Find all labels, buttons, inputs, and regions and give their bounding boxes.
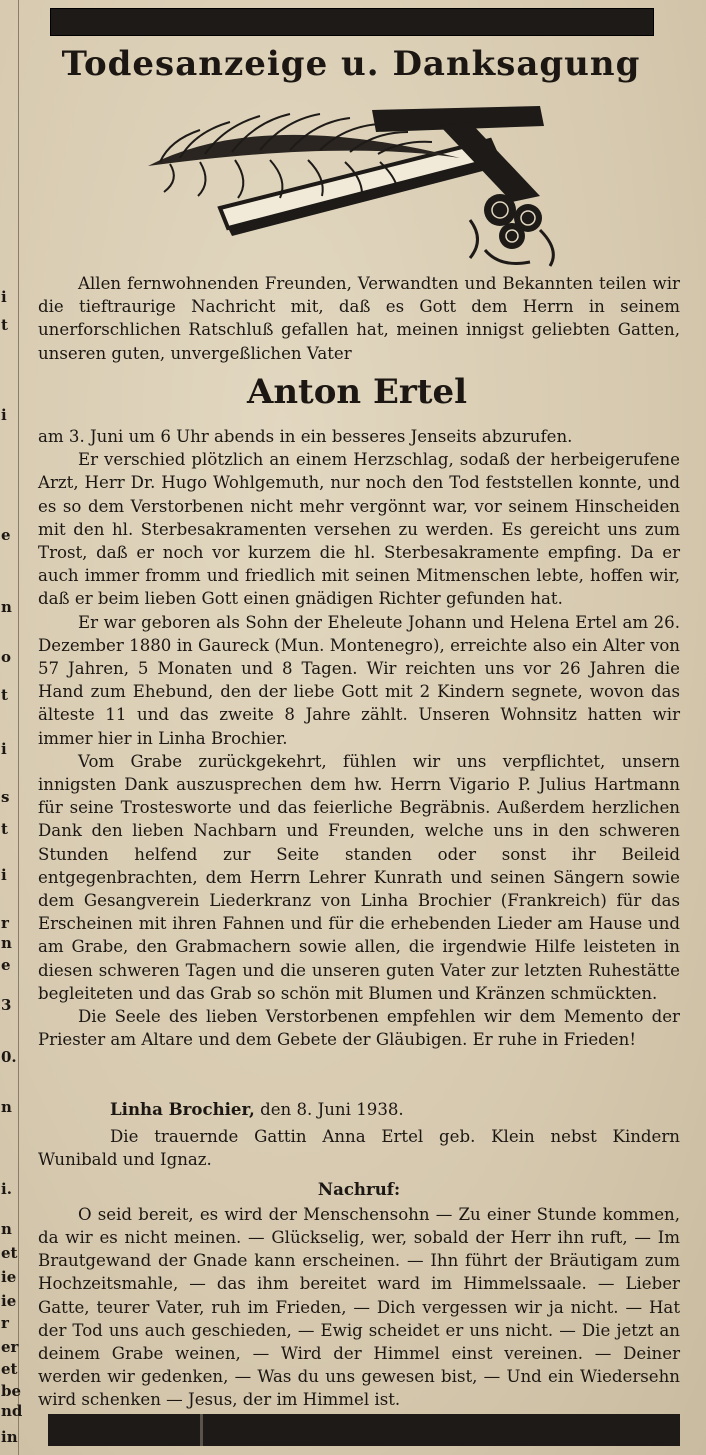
- margin-fragment: n: [1, 1098, 12, 1116]
- intro-paragraph: [38, 272, 680, 365]
- nachruf-block: [38, 1203, 680, 1412]
- margin-fragment: n: [1, 598, 12, 616]
- margin-fragment: o: [1, 648, 12, 666]
- signoff-section: [38, 1098, 680, 1412]
- margin-fragment: in: [1, 1428, 18, 1446]
- body-paragraph: am 3. Juni um 6 Uhr abends in ein besseres Jenseits abzurufen.: [38, 427, 573, 446]
- place-date-line: [38, 1098, 680, 1121]
- margin-fragment: et: [1, 1360, 18, 1378]
- margin-fragment: r: [1, 914, 9, 932]
- body-paragraph: Vom Grabe zurückgekehrt, fühlen wir uns verpflichtet, unsern innigsten Dank auszusprechen dem hw. Herrn Vigario P. Julius Hartmann für seine Trostesworte und das feierliche Begräbnis. Außerdem herzlichen Dank den lieben Nachbarn und Freunden, welche uns in den schweren Stunden helfend zur Seite standen oder sonst ihr Beileid entgegenbrachten, dem Herrn Lehrer Kunrath und seinen Sängern sowie dem Gesangverein Liederkranz von Linha Brochier (Frankreich) für das Erscheinen mit ihren Fahnen und für die erhebenden Lieder am Hause und am Grabe, den Grabmachern sowie allen, die irgendwie Hilfe leisteten in diesen schweren Tagen und die unseren guten Vater zur letzten Ruhestätte begleiteten und das Grab so schön mit Blumen und Kränzen schmückten.: [38, 751, 680, 1003]
- body-paragraph: Er verschied plötzlich an einem Herzschlag, sodaß der herbeigerufene Arzt, Herr Dr. Hugo Wohlgemuth, nur noch den Tod feststellen konnte, und es so dem Verstorbenen nicht mehr vergönnt war, vor seinem Hinscheiden mit den hl. Sterbesakramenten versehen zu werden. Es gereicht uns zum Trost, daß er noch vor kurzem die hl. Sterbesakramente empfing. Da er auch immer fromm und friedlich mit seinen Mitmenschen lebte, hoffen wir, daß er beim lieben Gott einen gnädigen Richter gefunden hat.: [38, 450, 680, 609]
- margin-fragment: i: [1, 866, 7, 884]
- margin-fragment: 3: [1, 996, 12, 1014]
- left-column-fragment: [0, 0, 23, 1455]
- margin-fragment: nd: [1, 1402, 23, 1420]
- bottom-bar-divider: [200, 1414, 203, 1446]
- margin-fragment: ie: [1, 1268, 17, 1286]
- margin-fragment: t: [1, 686, 8, 704]
- margin-fragment: e: [1, 526, 11, 544]
- top-border-bar: [50, 8, 654, 36]
- margin-fragment: i: [1, 740, 7, 758]
- margin-fragment: t: [1, 316, 8, 334]
- cross-and-palm-icon: [140, 100, 570, 270]
- margin-fragment: e: [1, 956, 11, 974]
- margin-fragment: be: [1, 1382, 22, 1400]
- margin-fragment: n: [1, 934, 12, 952]
- nachruf-text: O seid bereit, es wird der Menschensohn — Zu einer Stunde kommen, da wir es nicht meinen. — Glückselig, wer, sobald der Herr ihn ruft, — Im Brautgewand der Gnade kann erscheinen. — Ihn führt der Bräutigam zum Hochzeitsmahle, — das ihm bereitet ward im Himmelssaale. — Lieber Gatte, teurer Vater, ruh im Frieden, — Dich vergessen wir ja nicht. — Hat der Tod uns auch geschieden, — Ewig scheidet er uns nicht. — Die jetzt an deinem Grabe weinen, — Wird der Himmel einst vereinen. — Deiner werden wir gedenken, — Was du uns gewesen bist, — Und ein Wiedersehn wird schenken — Jesus, der im Himmel ist.: [38, 1204, 680, 1410]
- intro-text: Allen fernwohnenden Freunden, Verwandten und Bekannten teilen wir die tieftraurige Nachricht mit, daß es Gott dem Herrn in seinem unerforschlichen Ratschluß gefallen hat, meinen innigst geliebten Gatten, unseren guten, unvergeßlichen Vater: [38, 274, 680, 363]
- margin-fragment: i: [1, 406, 7, 424]
- date-text: den 8. Juni 1938.: [254, 1100, 404, 1119]
- page-title: Todesanzeige u. Danksagung: [61, 44, 641, 84]
- margin-fragment: et: [1, 1244, 18, 1262]
- margin-fragment: t: [1, 820, 8, 838]
- margin-fragment: r: [1, 1314, 9, 1332]
- deceased-name: Anton Ertel: [246, 372, 468, 412]
- announcement-body: [38, 425, 680, 1051]
- bottom-border-bar: [48, 1414, 680, 1446]
- margin-fragment: 0.: [1, 1048, 17, 1066]
- family-signature: Die trauernde Gattin Anna Ertel geb. Klein nebst Kindern Wunibald und Ignaz.: [38, 1127, 680, 1170]
- margin-fragment: er: [1, 1338, 19, 1356]
- margin-fragment: ie: [1, 1292, 17, 1310]
- nachruf-title: Nachruf:: [317, 1178, 401, 1199]
- margin-fragment: n: [1, 1220, 12, 1238]
- margin-fragment: i: [1, 288, 7, 306]
- body-paragraph: Er war geboren als Sohn der Eheleute Johann und Helena Ertel am 26. Dezember 1880 in Gaureck (Mun. Montenegro), erreichte also ein Alter von 57 Jahren, 5 Monaten und 8 Tagen. Wir reichten uns vor 26 Jahren die Hand zum Ehebund, den der liebe Gott mit 2 Kindern segnete, wovon das älteste 11 und das zweite 8 Jahre zählt. Unseren Wohnsitz hatten wir immer hier in Linha Brochier.: [38, 612, 680, 748]
- place-name: Linha Brochier,: [110, 1099, 255, 1119]
- margin-fragment: i.: [1, 1180, 12, 1198]
- body-paragraph: Die Seele des lieben Verstorbenen empfehlen wir dem Memento der Priester am Altare und dem Gebete der Gläubigen. Er ruhe in Frieden!: [38, 1007, 680, 1050]
- margin-fragment: s: [1, 788, 10, 806]
